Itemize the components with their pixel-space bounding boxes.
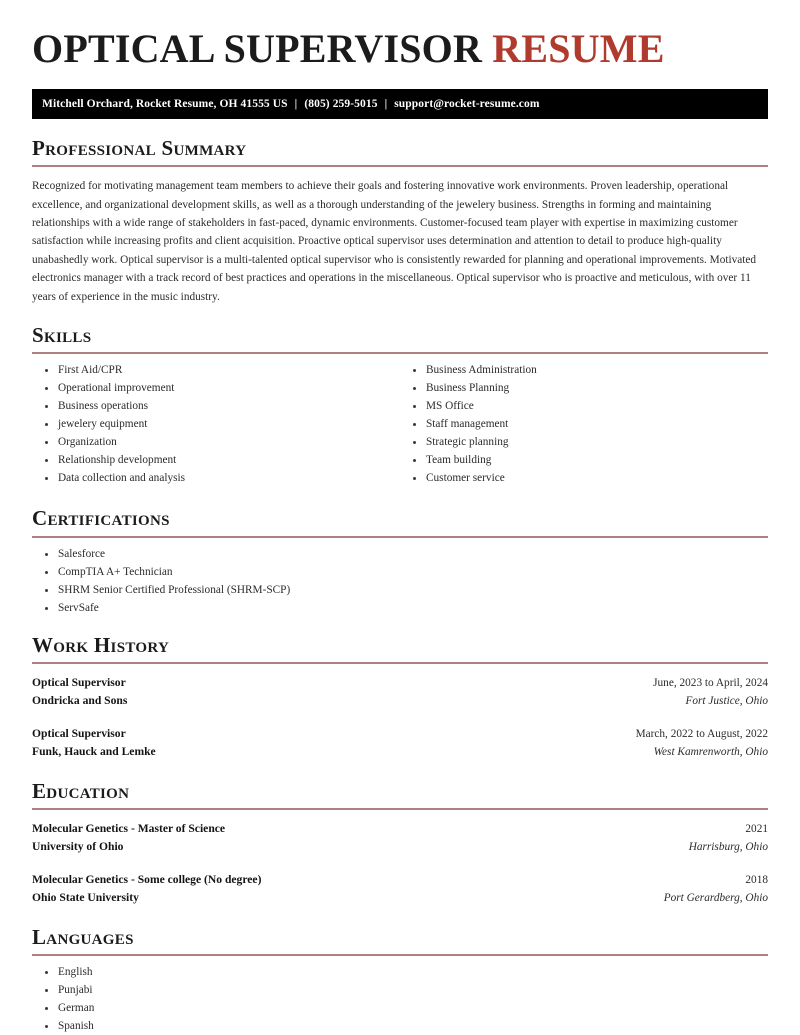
list-item: Organization xyxy=(32,435,400,450)
list-item: ServSafe xyxy=(32,601,768,616)
entry-title-row xyxy=(32,725,768,744)
skills-list-left xyxy=(32,363,400,486)
list-item: MS Office xyxy=(400,399,768,414)
list-item: First Aid/CPR xyxy=(32,363,400,378)
job-location: Fort Justice, Ohio xyxy=(685,695,768,708)
degree-year: 2021 xyxy=(745,822,768,835)
section-certifications xyxy=(32,506,768,615)
education-entry xyxy=(32,820,768,857)
entry-title-row xyxy=(32,871,768,890)
section-heading-certifications: Certifications xyxy=(32,506,170,531)
page-title-main: OPTICAL SUPERVISOR xyxy=(32,26,483,71)
contact-phone: (805) 259-5015 xyxy=(304,98,378,110)
list-item: Strategic planning xyxy=(400,435,768,450)
section-heading-skills: Skills xyxy=(32,323,92,348)
section-divider-certifications xyxy=(32,536,768,538)
list-item: Customer service xyxy=(400,471,768,486)
education-entries xyxy=(32,820,768,908)
entry-org-row xyxy=(32,692,768,711)
section-heading-education: Education xyxy=(32,778,130,803)
section-heading-summary: Professional Summary xyxy=(32,136,247,160)
skills-column-left xyxy=(32,363,400,489)
list-item: English xyxy=(32,965,768,980)
entry-org-row xyxy=(32,743,768,762)
section-heading-languages: Languages xyxy=(32,924,134,949)
section-divider-skills xyxy=(32,352,768,354)
employer-name: Funk, Hauck and Lemke xyxy=(32,745,156,759)
section-divider-education xyxy=(32,808,768,810)
list-item: Staff management xyxy=(400,417,768,432)
degree-title: Molecular Genetics - Master of Science xyxy=(32,821,226,835)
degree-title: Molecular Genetics - Some college (No degree) xyxy=(32,872,262,886)
job-title: Optical Supervisor xyxy=(32,675,126,689)
list-item: Business operations xyxy=(32,399,400,414)
list-item: jewelery equipment xyxy=(32,417,400,432)
job-title: Optical Supervisor xyxy=(32,726,126,740)
entry-org-row xyxy=(32,889,768,908)
certifications-list xyxy=(32,547,768,616)
school-name: University of Ohio xyxy=(32,840,124,854)
section-education xyxy=(32,779,768,908)
job-dates: March, 2022 to August, 2022 xyxy=(635,727,768,740)
list-item: Business Administration xyxy=(400,363,768,378)
skills-columns xyxy=(32,363,768,489)
skills-column-right xyxy=(400,363,768,489)
list-item: Salesforce xyxy=(32,547,768,562)
contact-bar xyxy=(32,89,768,119)
work-history-entry xyxy=(32,674,768,711)
section-professional-summary xyxy=(32,136,768,306)
entry-title-row xyxy=(32,820,768,839)
page-title xyxy=(32,0,768,70)
list-item: CompTIA A+ Technician xyxy=(32,565,768,580)
list-item: Relationship development xyxy=(32,453,400,468)
work-history-entry xyxy=(32,725,768,762)
list-item: Business Planning xyxy=(400,381,768,396)
list-item: Punjabi xyxy=(32,983,768,998)
degree-year: 2018 xyxy=(745,873,768,886)
summary-paragraph: Recognized for motivating management team members to achieve their goals and fostering innovative work environments. Proven leadership, operational excellence, and organizational development skills, as well as a thorough understanding of the jewelery business. Strengths in forming and maintaining relationships with a wide range of stakeholders in fast-paced, dynamic environments. Customer-focused team player with expertise in maximizing customer satisfaction while increasing profits and client acquisition. Proactive optical supervisor uses determination and attention to detail to produce high-quality unabashedly work. Optical supervisor is a multi-talented optical supervisor who is consistently rewarded for planning and operational improvements. Motivated electronics manager with a track record of best practices and operations in the miscellaneous. Optical supervisor who is proactive and meticulous, with over 11 years of experience in the music industry. xyxy=(32,180,757,303)
entry-title-row xyxy=(32,674,768,693)
education-entry xyxy=(32,871,768,908)
job-location: West Kamrenworth, Ohio xyxy=(653,746,768,759)
contact-separator-2: | xyxy=(384,98,388,110)
contact-address: Mitchell Orchard, Rocket Resume, OH 41555 US xyxy=(42,98,288,110)
school-location: Port Gerardberg, Ohio xyxy=(663,892,768,905)
list-item: Spanish xyxy=(32,1019,768,1034)
list-item: Data collection and analysis xyxy=(32,471,400,486)
list-item: Team building xyxy=(400,453,768,468)
school-name: Ohio State University xyxy=(32,891,139,905)
entry-org-row xyxy=(32,838,768,857)
section-languages xyxy=(32,925,768,1034)
list-item: SHRM Senior Certified Professional (SHRM-SCP) xyxy=(32,583,768,598)
job-dates: June, 2023 to April, 2024 xyxy=(653,676,768,689)
section-divider-languages xyxy=(32,954,768,956)
employer-name: Ondricka and Sons xyxy=(32,694,128,708)
section-divider-summary xyxy=(32,165,768,167)
section-skills xyxy=(32,323,768,489)
list-item: Operational improvement xyxy=(32,381,400,396)
section-divider-work-history xyxy=(32,662,768,664)
skills-list-right xyxy=(400,363,768,486)
page-title-accent: RESUME xyxy=(492,26,665,71)
section-heading-work-history: Work History xyxy=(32,632,170,657)
school-location: Harrisburg, Ohio xyxy=(688,841,768,854)
section-work-history xyxy=(32,633,768,762)
contact-email: support@rocket-resume.com xyxy=(394,98,540,110)
list-item: German xyxy=(32,1001,768,1016)
languages-list xyxy=(32,965,768,1034)
work-history-entries xyxy=(32,674,768,762)
contact-separator-1: | xyxy=(294,98,298,110)
